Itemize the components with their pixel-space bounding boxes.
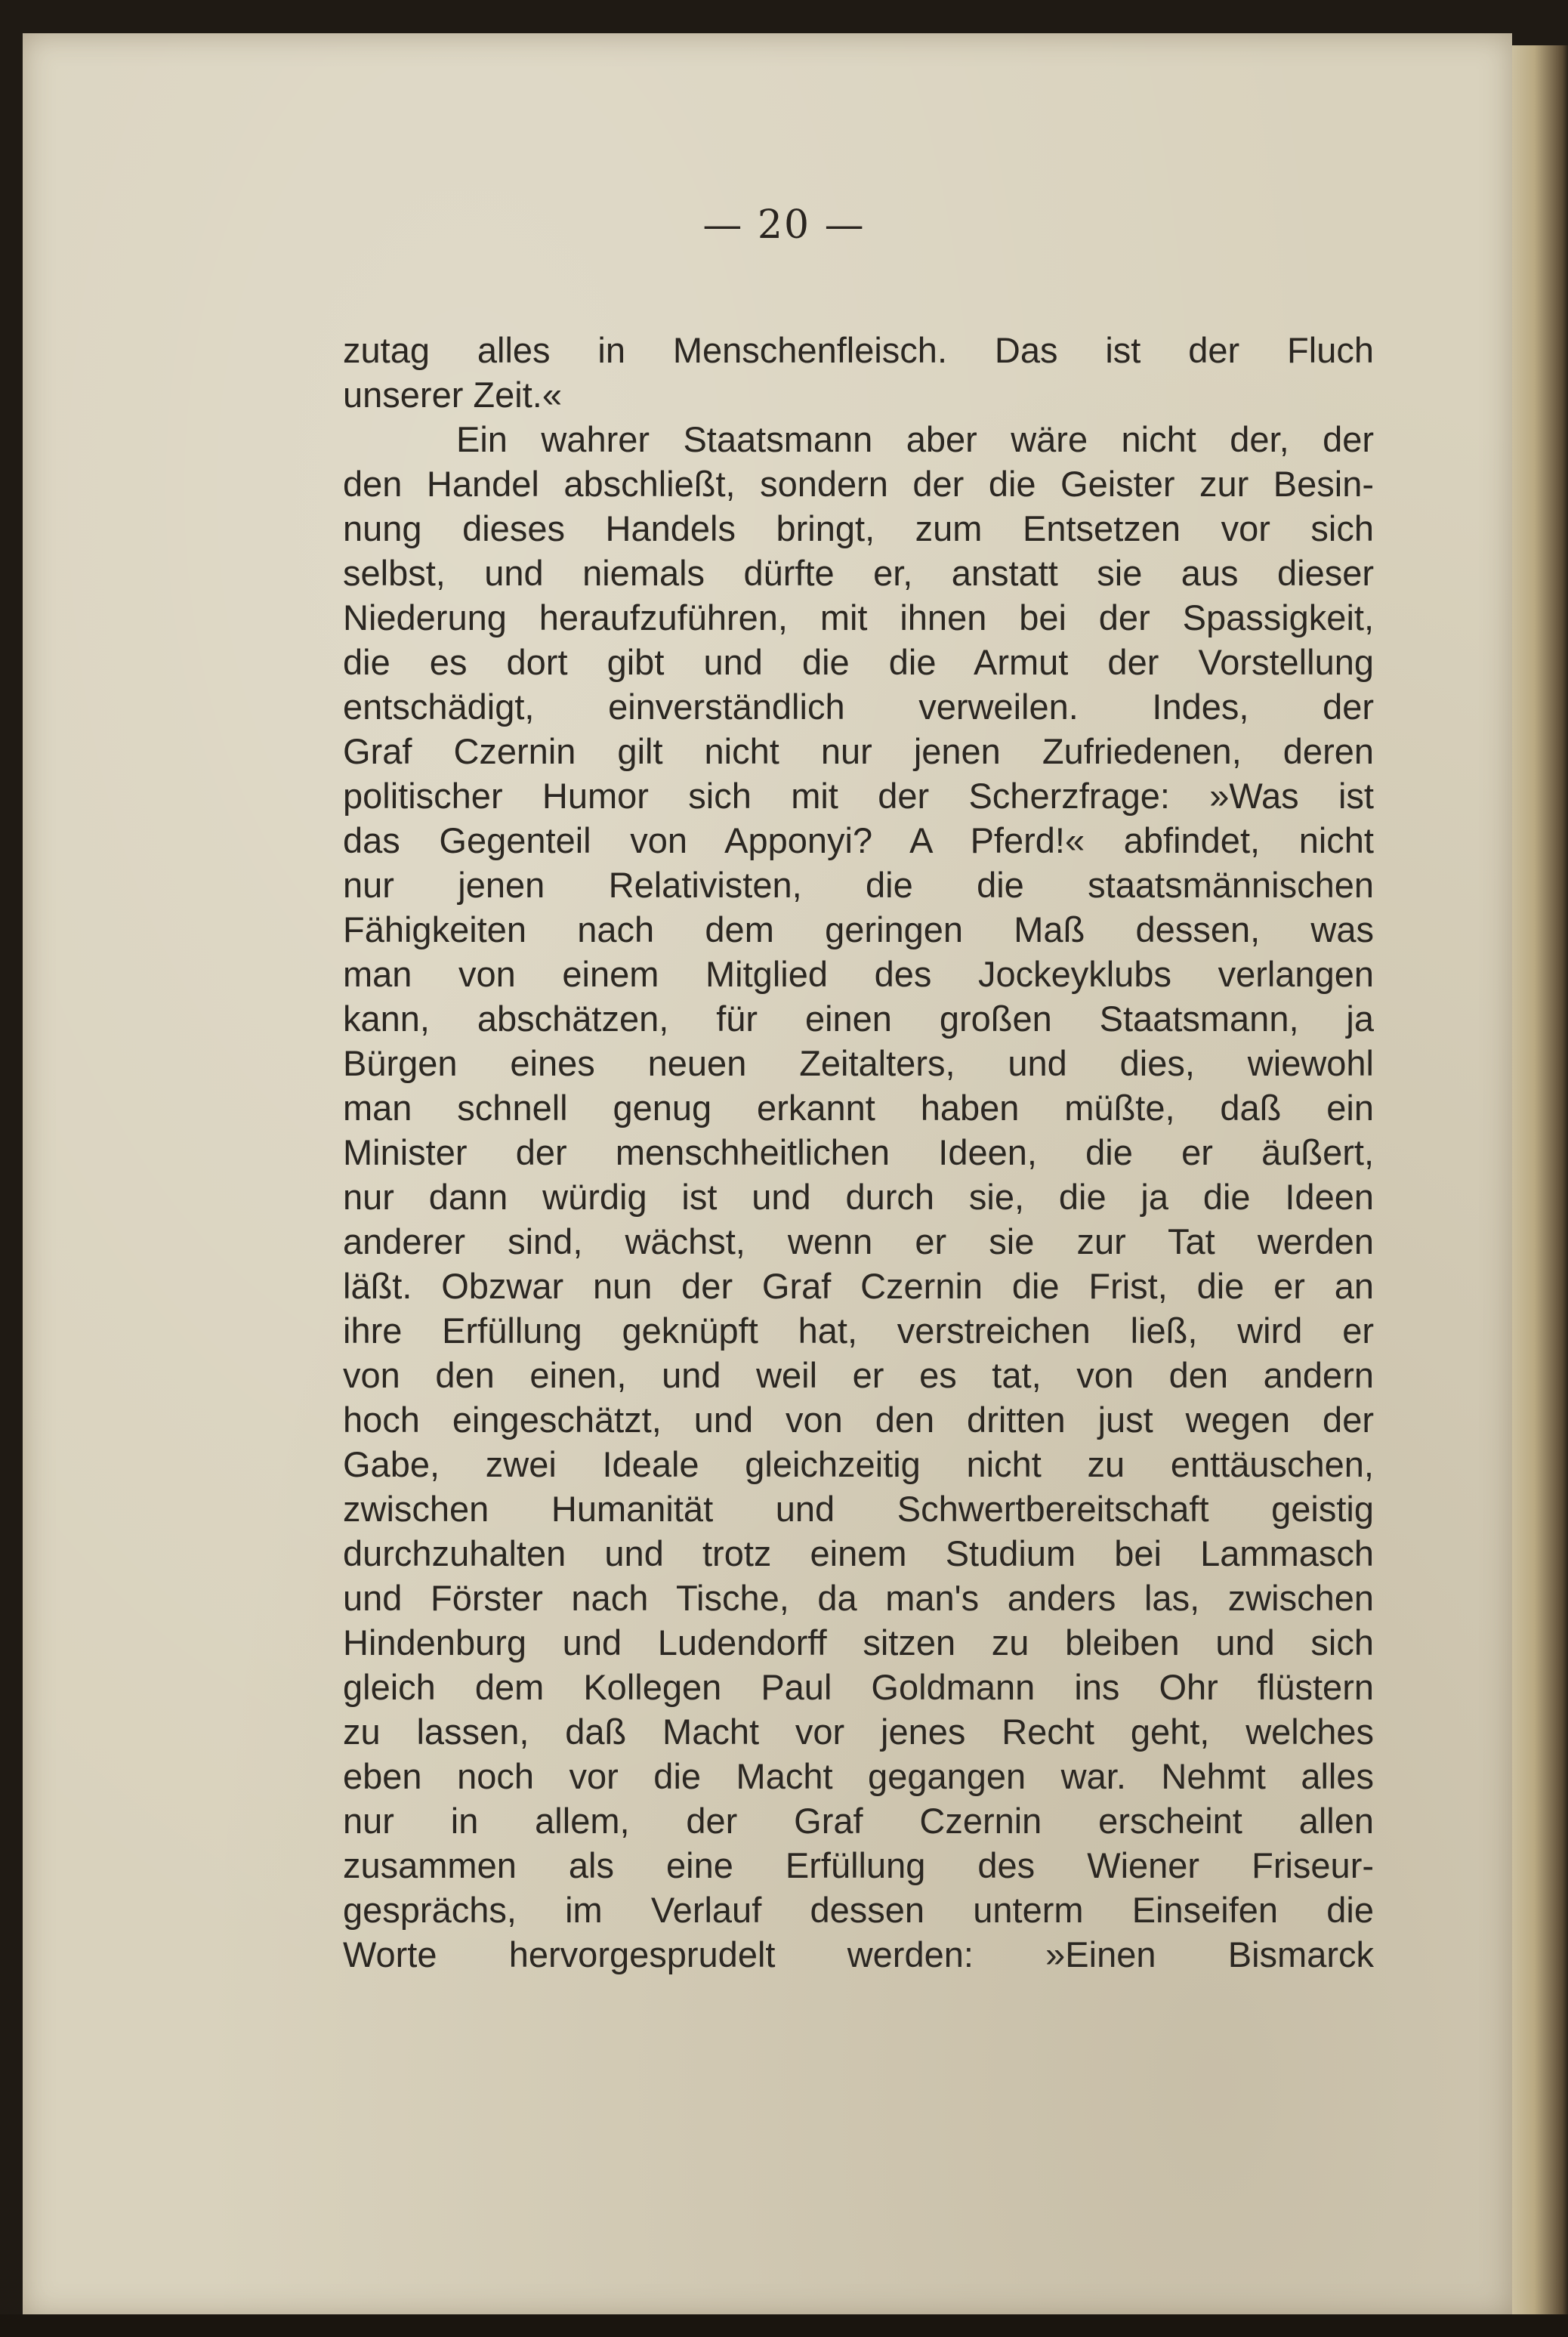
text-line: und Förster nach Tische, da man's anders las, zwischen	[343, 1578, 1374, 1618]
text-line: nung dieses Handels bringt, zum Entsetzen vor sich	[343, 508, 1374, 548]
text-line: gleich dem Kollegen Paul Goldmann ins Ohr flüstern	[343, 1667, 1374, 1707]
text-line: nur jenen Relativisten, die die staatsmännischen	[343, 865, 1374, 905]
text-line: die es dort gibt und die die Armut der Vorstellung	[343, 642, 1374, 682]
text-line: Worte hervorgesprudelt werden: »Einen Bismarck	[343, 1934, 1374, 1974]
text-line: anderer sind, wächst, wenn er sie zur Tat werden	[343, 1221, 1374, 1261]
text-line: ihre Erfüllung geknüpft hat, verstreichen ließ, wird er	[343, 1311, 1374, 1351]
text-line: nur in allem, der Graf Czernin erscheint allen	[343, 1801, 1374, 1841]
text-line: zutag alles in Menschenfleisch. Das ist der Fluch	[343, 330, 1374, 370]
text-line: von den einen, und weil er es tat, von den andern	[343, 1355, 1374, 1395]
text-line: Bürgen eines neuen Zeitalters, und dies, wiewohl	[343, 1043, 1374, 1083]
text-line: politischer Humor sich mit der Scherzfrage: »Was ist	[343, 776, 1374, 816]
page-number: — 20 —	[702, 202, 866, 248]
text-line: entschädigt, einverständlich verweilen. Indes, der	[343, 687, 1374, 727]
text-line: man von einem Mitglied des Jockeyklubs verlangen	[343, 954, 1374, 994]
text-line: den Handel abschließt, sondern der die Geister zur Besin-	[343, 464, 1374, 504]
text-line: durchzuhalten und trotz einem Studium bei Lammasch	[343, 1533, 1374, 1573]
text-line: kann, abschätzen, für einen großen Staatsmann, ja	[343, 999, 1374, 1039]
text-line: Ein wahrer Staatsmann aber wäre nicht der, der	[456, 419, 1374, 459]
text-line: nur dann würdig ist und durch sie, die ja die Ideen	[343, 1177, 1374, 1217]
text-line: man schnell genug erkannt haben müßte, daß ein	[343, 1088, 1374, 1128]
text-line: hoch eingeschätzt, und von den dritten just wegen der	[343, 1400, 1374, 1440]
text-line: zusammen als eine Erfüllung des Wiener Friseur-	[343, 1845, 1374, 1885]
text-line: gesprächs, im Verlauf dessen unterm Einseifen die	[343, 1890, 1374, 1930]
text-line: zu lassen, daß Macht vor jenes Recht geht, welches	[343, 1712, 1374, 1752]
text-line: das Gegenteil von Apponyi? A Pferd!« abfindet, nicht	[343, 820, 1374, 860]
text-line: Hindenburg und Ludendorff sitzen zu bleiben und sich	[343, 1622, 1374, 1662]
text-line: Niederung heraufzuführen, mit ihnen bei der Spassigkeit,	[343, 597, 1374, 638]
text-line: Gabe, zwei Ideale gleichzeitig nicht zu enttäuschen,	[343, 1444, 1374, 1484]
text-line: eben noch vor die Macht gegangen war. Nehmt alles	[343, 1756, 1374, 1796]
text-line: Fähigkeiten nach dem geringen Maß dessen, was	[343, 909, 1374, 949]
text-line: zwischen Humanität und Schwertbereitschaft geistig	[343, 1489, 1374, 1529]
body-text	[343, 328, 1374, 1977]
text-line: Graf Czernin gilt nicht nur jenen Zufriedenen, deren	[343, 731, 1374, 771]
text-line: selbst, und niemals dürfte er, anstatt sie aus dieser	[343, 553, 1374, 593]
page-edge-right	[1512, 45, 1568, 2319]
text-line: unserer Zeit.«	[343, 375, 562, 415]
page-edge-bottom	[0, 2314, 1568, 2337]
text-line: läßt. Obzwar nun der Graf Czernin die Frist, die er an	[343, 1266, 1374, 1306]
text-line: Minister der menschheitlichen Ideen, die er äußert,	[343, 1132, 1374, 1172]
